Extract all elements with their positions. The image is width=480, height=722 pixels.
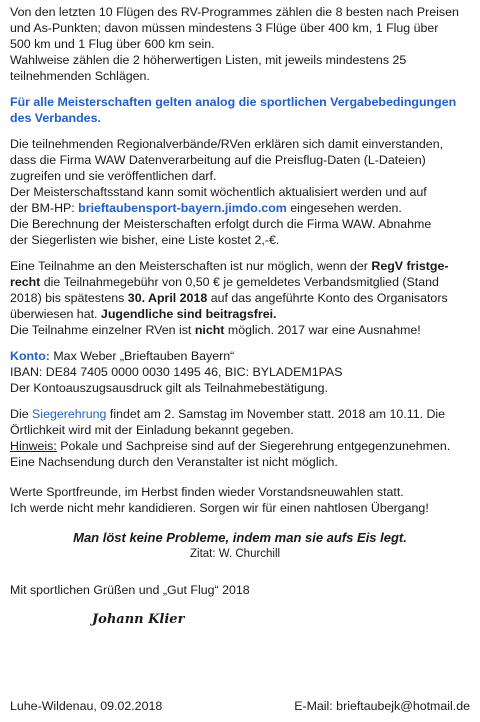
paragraph-ceremony xyxy=(10,406,470,470)
text-span: die Teilnahmegebühr von 0,50 € je gemeldetes Verbandsmitglied (Stand xyxy=(40,275,439,289)
text-span: auf das angeführte Konto des Organisators xyxy=(207,291,448,305)
quote-source: Zitat: W. Churchill xyxy=(190,548,281,560)
text-line: Der Meisterschaftsstand kann somit wöchentlich aktualisiert werden und auf xyxy=(10,185,427,199)
bold-text: Jugendliche sind beitragsfrei. xyxy=(100,307,277,321)
text-span: Die xyxy=(10,407,33,421)
text-line xyxy=(10,348,470,364)
text-line xyxy=(10,290,470,306)
text-span: eingesehen werden. xyxy=(286,201,402,215)
text-line: Eine Nachsendung durch den Veranstalter ist nicht möglich. xyxy=(10,455,338,469)
paragraph-data-processing xyxy=(10,136,470,248)
text-line: Ich werde nicht mehr kandidieren. Sorgen wir für einen nahtlosen Übergang! xyxy=(10,501,429,515)
text-line xyxy=(10,306,470,322)
text-line: Der Kontoauszugsausdruck gilt als Teilnahmebestätigung. xyxy=(10,381,328,395)
siegerehrung-highlight: Siegerehrung xyxy=(32,407,107,421)
text-line: teilnehmenden Schlägen. xyxy=(10,69,150,83)
paragraph-election xyxy=(10,484,470,516)
text-span: 2018) bis spätestens xyxy=(10,291,128,305)
bold-text: nicht xyxy=(194,323,225,337)
quote-block xyxy=(10,530,470,562)
iban-line: IBAN: DE84 7405 0000 0030 1495 46, BIC: BYLADEM1PAS xyxy=(10,365,343,379)
closing-line: Mit sportlichen Grüßen und „Gut Flug“ 2018 xyxy=(10,583,250,597)
deadline-date: 30. April 2018 xyxy=(127,291,208,305)
text-line: Für alle Meisterschaften gelten analog die sportlichen Vergabebedingungen xyxy=(10,95,457,109)
paragraph-rules xyxy=(10,4,470,84)
text-line: und As-Punkten; davon müssen mindestens 3 Flüge über 400 km, 1 Flug über xyxy=(10,21,439,35)
email-address[interactable]: E-Mail: brieftaubejk@hotmail.de xyxy=(294,699,470,713)
signature: Johann Klier xyxy=(92,612,185,627)
text-span: Max Weber „Brieftauben Bayern“ xyxy=(49,349,235,363)
konto-label: Konto: xyxy=(10,349,50,363)
place-date: Luhe-Wildenau, 09.02.2018 xyxy=(10,699,163,713)
website-link[interactable]: brieftaubensport-bayern.jimdo.com xyxy=(78,201,287,215)
text-span: überwiesen hat. xyxy=(10,307,101,321)
footer xyxy=(10,698,470,714)
text-span: der BM-HP: xyxy=(10,201,79,215)
text-span: möglich. 2017 war eine Ausnahme! xyxy=(224,323,421,337)
text-line: Örtlichkeit wird mit der Einladung bekannt gegeben. xyxy=(10,423,294,437)
text-line: dass die Firma WAW Datenverarbeitung auf die Preisflug-Daten (L-Dateien) xyxy=(10,153,426,167)
text-line: zugreifen und sie veröffentlichen darf. xyxy=(10,169,217,183)
text-line xyxy=(10,406,470,422)
paragraph-conditions xyxy=(10,94,470,126)
text-line: des Verbandes. xyxy=(10,111,101,125)
text-line xyxy=(10,322,470,338)
text-line: 500 km und 1 Flug über 600 km sein. xyxy=(10,37,215,51)
bold-text: RegV fristge- xyxy=(371,259,449,273)
bold-text: recht xyxy=(10,275,41,289)
quote-text: Man löst keine Probleme, indem man sie aufs Eis legt. xyxy=(73,530,407,545)
paragraph-bank-account xyxy=(10,348,470,396)
text-span: Eine Teilnahme an den Meisterschaften ist nur möglich, wenn der xyxy=(10,259,372,273)
text-line: Die Berechnung der Meisterschaften erfolgt durch die Firma WAW. Abnahme xyxy=(10,217,432,231)
text-line: der Siegerlisten wie bisher, eine Liste kostet 2,-€. xyxy=(10,233,280,247)
text-line xyxy=(10,438,470,454)
text-line: Wahlweise zählen die 2 höherwertigen Listen, mit jeweils mindestens 25 xyxy=(10,53,407,67)
text-line: Werte Sportfreunde, im Herbst finden wieder Vorstandsneuwahlen statt. xyxy=(10,485,404,499)
text-line xyxy=(10,258,470,274)
text-line xyxy=(10,274,470,290)
hinweis-label: Hinweis: xyxy=(10,439,57,453)
paragraph-participation xyxy=(10,258,470,338)
text-line: Von den letzten 10 Flügen des RV-Programmes zählen die 8 besten nach Preisen xyxy=(10,5,459,19)
text-span: Pokale und Sachpreise sind auf der Siegerehrung entgegenzunehmen. xyxy=(56,439,451,453)
text-span: Die Teilnahme einzelner RVen ist xyxy=(10,323,195,337)
text-span: findet am 2. Samstag im November statt. 2018 am 10.11. Die xyxy=(106,407,446,421)
text-line: Die teilnehmenden Regionalverbände/RVen erklären sich damit einverstanden, xyxy=(10,137,444,151)
text-line xyxy=(10,200,470,216)
